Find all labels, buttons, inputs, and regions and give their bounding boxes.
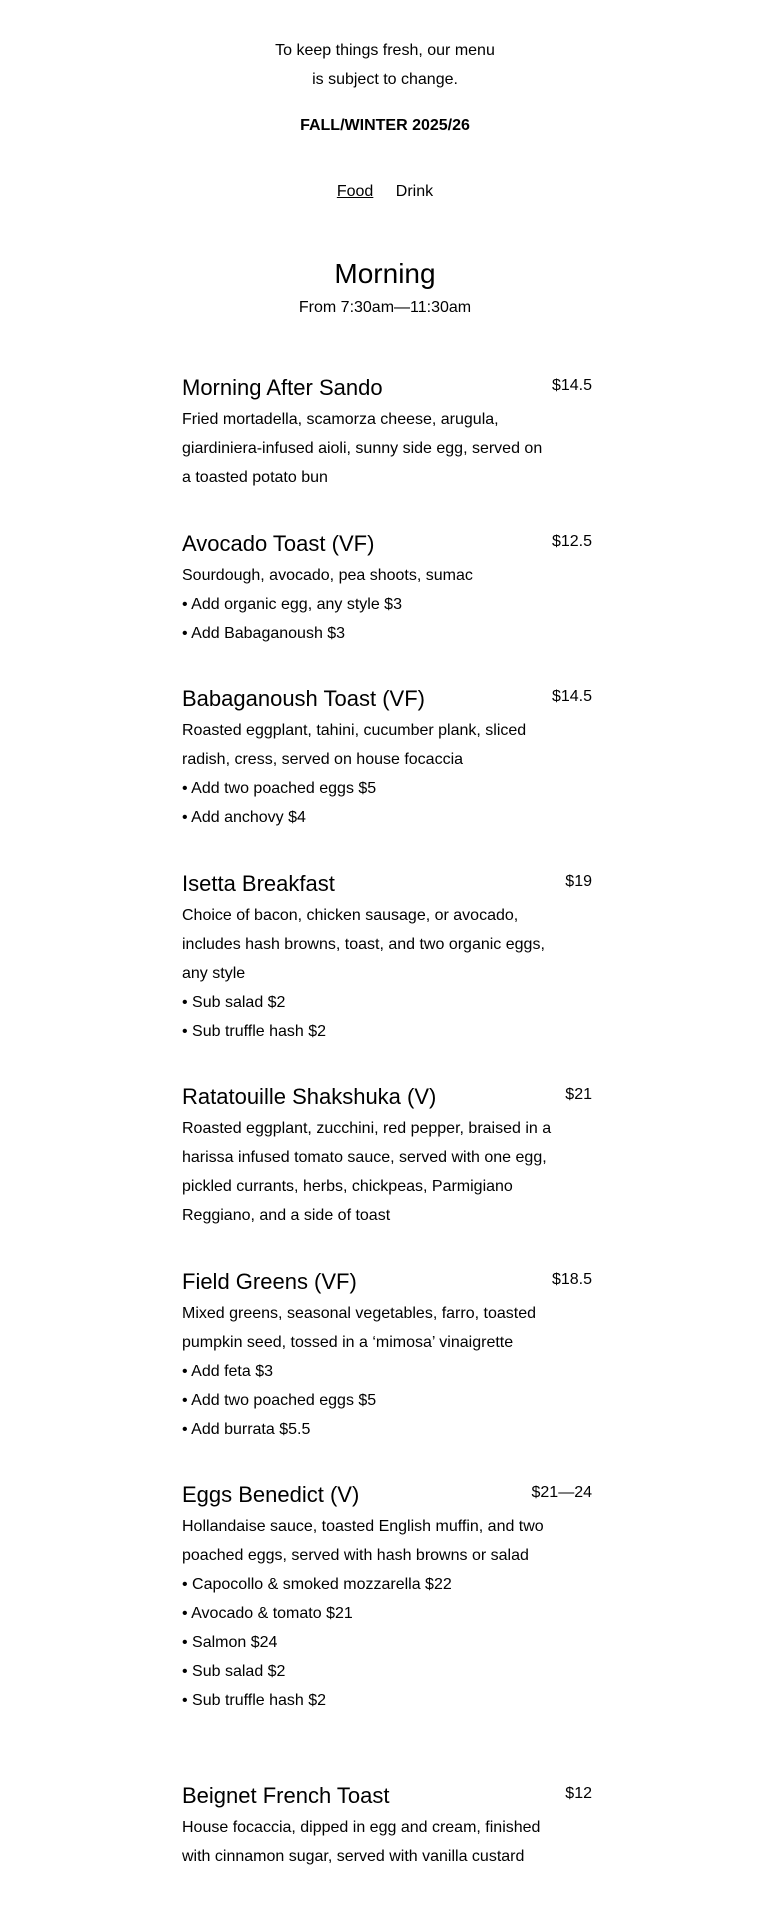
item-name: Morning After Sando	[182, 375, 383, 400]
item-description: Sourdough, avocado, pea shoots, sumac	[182, 567, 473, 584]
item-name: Avocado Toast (VF)	[182, 531, 375, 556]
item-addon: • Add two poached eggs $5	[182, 780, 377, 797]
menu-item	[182, 1779, 592, 1871]
item-name: Isetta Breakfast	[182, 871, 335, 896]
item-description: Roasted eggplant, tahini, cucumber plank, sliced radish, cress, served on house focaccia	[182, 722, 527, 768]
item-description: Fried mortadella, scamorza cheese, arugula, giardiniera-infused aioli, sunny side egg, served on a toasted potato bun	[182, 411, 543, 486]
season-heading: FALL/WINTER 2025/26	[300, 117, 470, 134]
menu-item	[182, 1080, 592, 1230]
item-name: Eggs Benedict (V)	[182, 1482, 360, 1507]
item-addon: • Sub salad $2	[182, 994, 286, 1011]
menu-item	[182, 1478, 592, 1715]
item-description: Choice of bacon, chicken sausage, or avocado, includes hash browns, toast, and two organic eggs, any style	[182, 907, 545, 982]
item-price: $18.5	[551, 1271, 592, 1288]
item-addon: • Sub truffle hash $2	[182, 1023, 327, 1040]
item-addon: • Avocado & tomato $21	[182, 1605, 353, 1622]
item-name: Field Greens (VF)	[182, 1269, 357, 1294]
item-price: $12	[565, 1785, 592, 1802]
menu-tabs	[0, 180, 770, 204]
item-addon: • Add anchovy $4	[182, 809, 306, 826]
item-description: Mixed greens, seasonal vegetables, farro, toasted pumpkin seed, tossed in a ‘mimosa’ vinaigrette	[182, 1305, 536, 1351]
item-addon: • Salmon $24	[182, 1634, 278, 1651]
menu-item	[182, 371, 592, 492]
menu-item	[182, 527, 592, 648]
section-hours: From 7:30am—11:30am	[298, 299, 472, 316]
item-addon: • Capocollo & smoked mozzarella $22	[182, 1576, 452, 1593]
item-addon: • Sub truffle hash $2	[182, 1692, 327, 1709]
item-price: $14.5	[551, 688, 592, 705]
item-description: House focaccia, dipped in egg and cream, finished with cinnamon sugar, served with vanilla custard	[182, 1819, 541, 1865]
item-addon: • Add feta $3	[182, 1363, 274, 1380]
item-name: Babaganoush Toast (VF)	[182, 686, 425, 711]
item-addon: • Add Babaganoush $3	[182, 625, 346, 642]
section-title: Morning	[334, 258, 436, 289]
menu-item	[182, 682, 592, 832]
item-description: Roasted eggplant, zucchini, red pepper, braised in a harissa infused tomato sauce, served with one egg, pickled currants, herbs, chickpeas, Parmigiano Reggiano, and a side of toast	[182, 1120, 552, 1224]
item-price: $12.5	[551, 533, 592, 550]
tab-drink[interactable]: Drink	[395, 183, 434, 200]
menu-item	[182, 867, 592, 1046]
tab-food[interactable]: Food	[336, 183, 374, 200]
item-addon: • Add organic egg, any style $3	[182, 596, 402, 613]
item-price: $21	[565, 1086, 592, 1103]
intro-line-1: To keep things fresh, our menu	[275, 42, 495, 59]
item-price: $21—24	[531, 1484, 592, 1501]
menu-item	[182, 1265, 592, 1444]
item-addon: • Add burrata $5.5	[182, 1421, 311, 1438]
item-addon: • Sub salad $2	[182, 1663, 286, 1680]
item-addon: • Add two poached eggs $5	[182, 1392, 377, 1409]
item-description: Hollandaise sauce, toasted English muffin, and two poached eggs, served with hash browns or salad	[182, 1518, 544, 1564]
item-price: $14.5	[551, 377, 592, 394]
item-name: Beignet French Toast	[182, 1783, 390, 1808]
menu-intro	[0, 36, 770, 94]
item-price: $19	[565, 873, 592, 890]
intro-line-2: is subject to change.	[312, 71, 458, 88]
item-name: Ratatouille Shakshuka (V)	[182, 1084, 437, 1109]
